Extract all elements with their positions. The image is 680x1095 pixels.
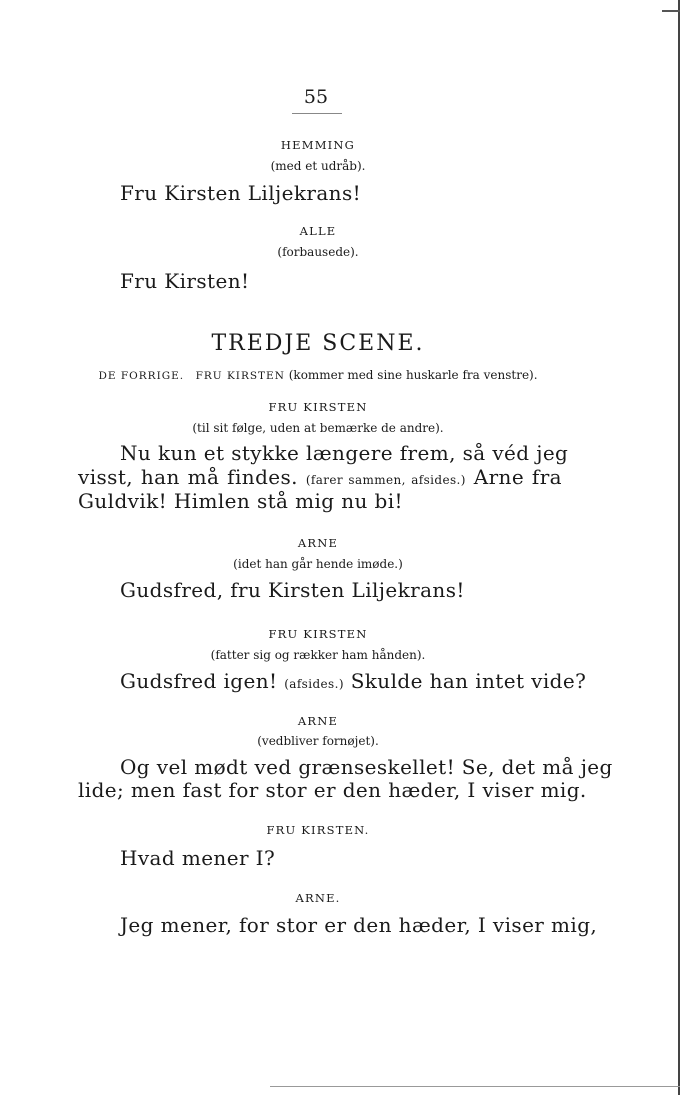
scene-stage-direction [78, 368, 558, 382]
speaker-fru-kirsten: FRU KIRSTEN. [266, 823, 370, 837]
dialogue-line: Jeg mener, for stor er den hæder, I viser mig, [120, 913, 598, 937]
speaker-arne: ARNE [297, 714, 339, 728]
dialogue-line: Nu kun et stykke længere frem, så véd jeg [120, 441, 569, 465]
dialogue-line: Og vel mødt ved grænseskellet! Se, det må jeg [120, 755, 613, 779]
page-number: 55 [303, 86, 329, 108]
dialogue-line [78, 465, 562, 489]
dialogue-fragment: Skulde han intet vide? [350, 669, 587, 693]
scene-dir-part: FRU KIRSTEN [195, 370, 285, 382]
dialogue-line: lide; men fast for stor er den hæder, I viser mig. [78, 778, 587, 802]
scene-dir-part: DE FORRIGE. [98, 370, 185, 382]
dialogue-fragment: Gudsfred igen! [120, 669, 278, 693]
dialogue-line: Gudsfred, fru Kirsten Liljekrans! [120, 578, 465, 602]
speaker-fru-kirsten: FRU KIRSTEN [268, 627, 368, 641]
speaker-arne: ARNE [297, 536, 339, 550]
speaker-fru-kirsten: FRU KIRSTEN [268, 400, 368, 414]
dialogue-line: Fru Kirsten Liljekrans! [120, 181, 362, 205]
stage-direction: (idet han går hende imøde.) [233, 557, 403, 571]
page-edge-bottom [270, 1086, 680, 1087]
speaker-hemming: HEMMING [280, 138, 356, 152]
dialogue-fragment: Arne fra [473, 465, 563, 489]
scene-title: TREDJE SCENE. [211, 331, 425, 356]
dialogue-line: Hvad mener I? [120, 846, 276, 870]
inline-stage-direction: (farer sammen, afsides.) [305, 473, 466, 487]
speaker-arne: ARNE. [295, 891, 341, 905]
inline-stage-direction: (afsides.) [284, 677, 344, 691]
dialogue-line [120, 669, 587, 693]
dialogue-line: Fru Kirsten! [120, 269, 250, 293]
stage-direction: (fatter sig og rækker ham hånden). [210, 648, 426, 662]
scene-dir-part: (kommer med sine huskarle fra venstre). [288, 368, 538, 382]
dialogue-fragment: visst, han må findes. [78, 465, 298, 489]
stage-direction: (forbausede). [277, 245, 359, 259]
dialogue-line: Guldvik! Himlen stå mig nu bi! [78, 489, 403, 513]
stage-direction: (til sit følge, uden at bemærke de andre). [192, 421, 444, 435]
speaker-alle: ALLE [299, 224, 337, 238]
stage-direction: (med et udråb). [270, 159, 366, 173]
page-number-rule [292, 113, 342, 114]
page-corner-mark [662, 0, 680, 12]
stage-direction: (vedbliver fornøjet). [257, 734, 379, 748]
